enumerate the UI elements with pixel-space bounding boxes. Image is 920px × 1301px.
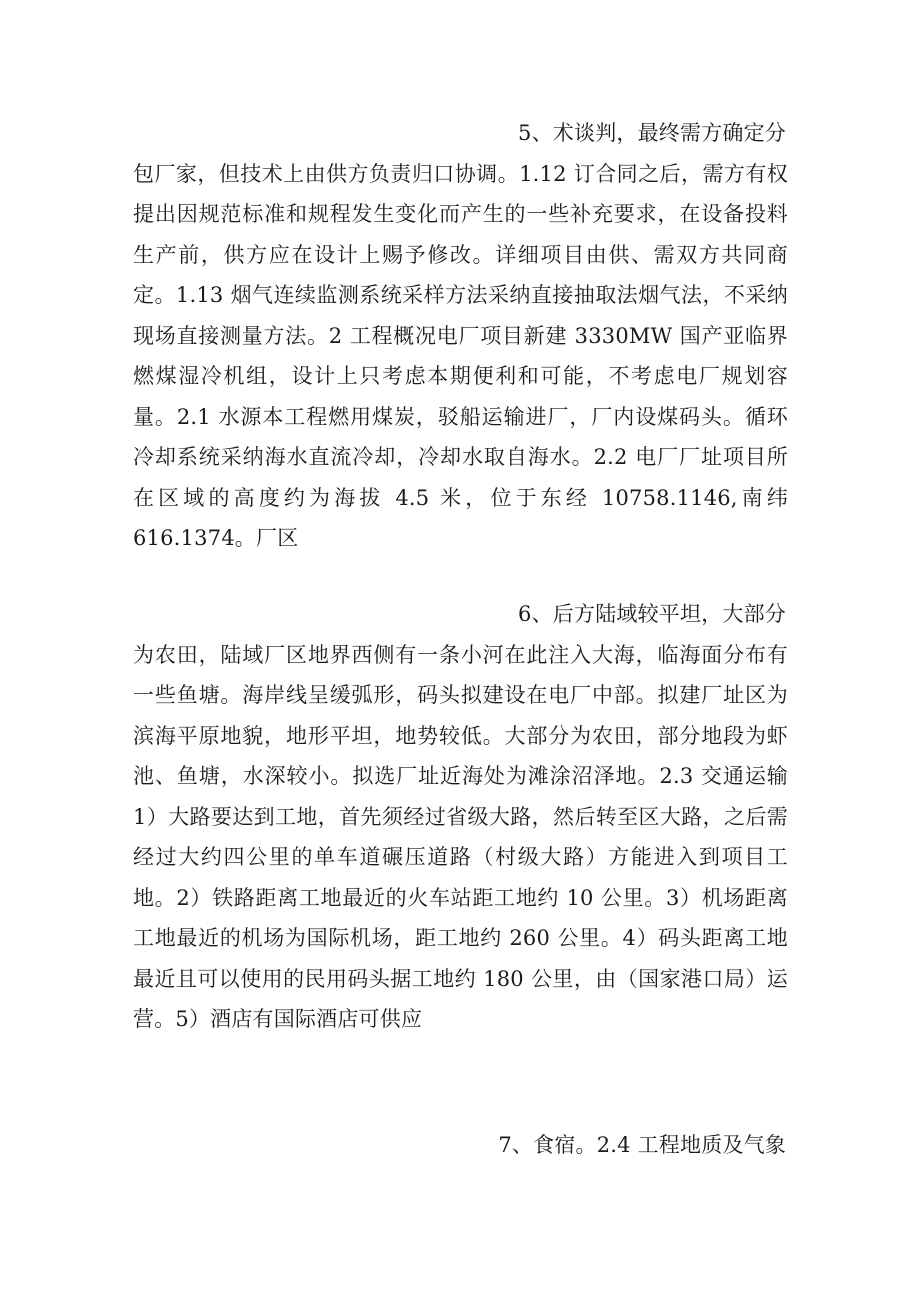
paragraph-lead: 5、术谈判，最终需方确定分 bbox=[518, 121, 786, 145]
paragraph-body: 包厂家，但技术上由供方负责归口协调。1.12 订合同之后，需方有权提出因规范标准和规程发生变化而产生的一些补充要求，在设备投料生产前，供方应在设计上赐予修改。详细项目由供、需双方共同商定。1.13 烟气连续监测系统采样方法采纳直接抽取法烟气法，不采纳现场直接测量方法。2 工程概况电厂项目新建 3330MW 国产亚临界燃煤湿冷机组，设计上只考虑本期便利和可能，不考虑电厂规划容量。2.1 水源本工程燃用煤炭，驳船运输进厂，厂内设煤码头。循环冷却系统采纳海水直流冷却，冷却水取自海水。2.2 电厂厂址项目所在区域的高度约为海拔 4.5 米，位于东经 10758.1146,南纬 616.1374。厂区 bbox=[133, 161, 788, 550]
paragraph-lead: 7、食宿。2.4 工程地质及气象 bbox=[498, 1133, 786, 1157]
paragraph-body: 为农田，陆域厂区地界西侧有一条小河在此注入大海，临海面分布有一些鱼塘。海岸线呈缓弧形，码头拟建设在电厂中部。拟建厂址区为滨海平原地貌，地形平坦，地势较低。大部分为农田，部分地段为虾池、鱼塘，水深较小。拟选厂址近海处为滩涂沼泽地。2.3 交通运输 1）大路要达到工地，首先须经过省级大路，然后转至区大路，之后需经过大约四公里的单车道碾压道路（村级大路）方能进入到项目工地。2）铁路距离工地最近的火车站距工地约 10 公里。3）机场距离工地最近的机场为国际机场，距工地约 260 公里。4）码头距离工地最近且可以使用的民用码头据工地约 180 公里，由（国家港口局）运营。5）酒店有国际酒店可供应 bbox=[133, 642, 788, 1031]
paragraph-6 bbox=[133, 594, 788, 1040]
paragraph-7 bbox=[133, 1125, 788, 1166]
paragraph-lead: 6、后方陆域较平坦，大部分 bbox=[518, 602, 786, 626]
paragraph-5 bbox=[133, 113, 788, 559]
